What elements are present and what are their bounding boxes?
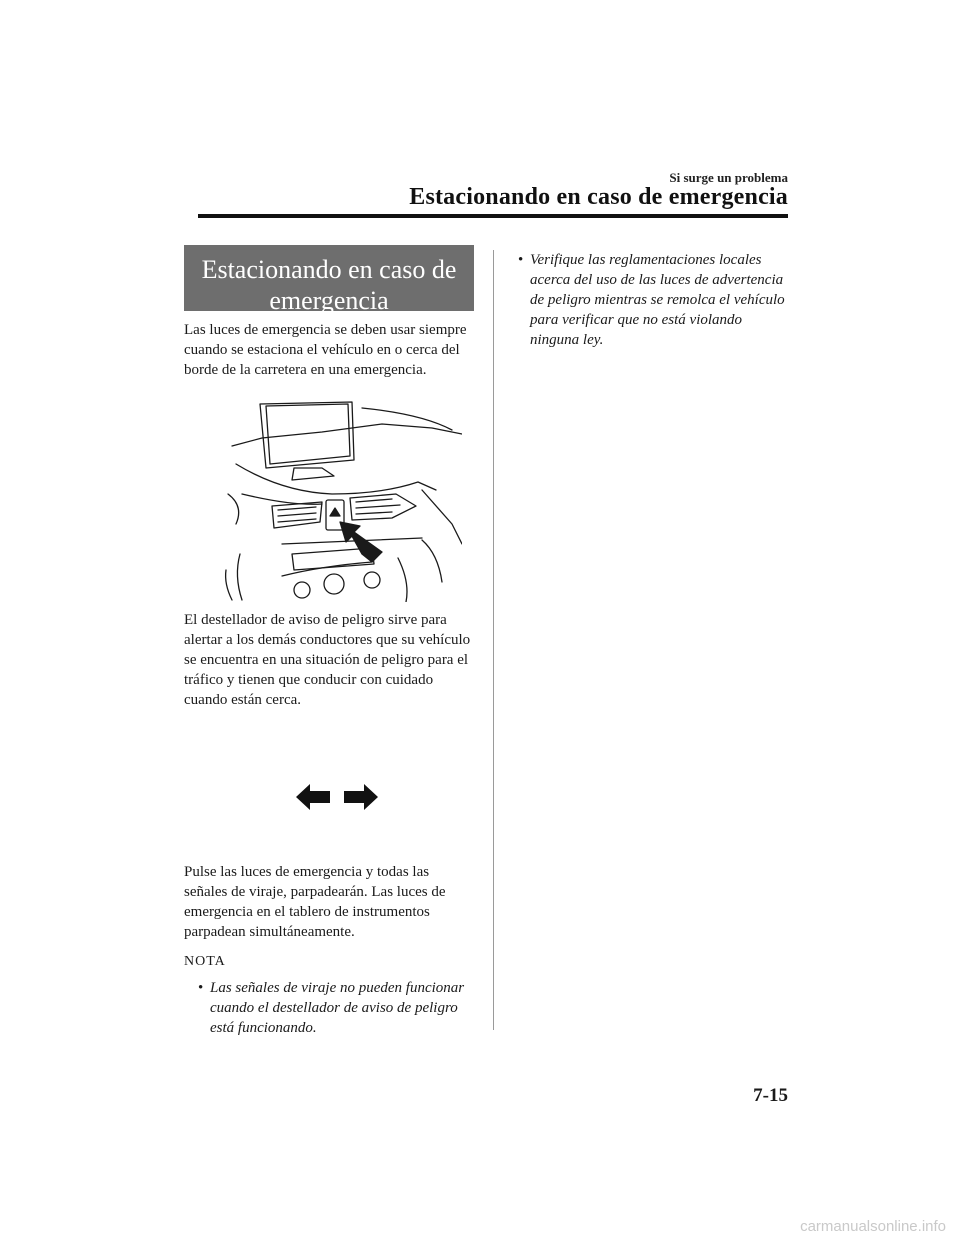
left-column [184,245,474,1038]
watermark-link[interactable]: carmanualsonline.info [800,1218,946,1235]
section-title-box: Estacionando en caso de emergencia [184,245,474,311]
turn-signal-arrows-icon [296,782,378,812]
dashboard-hazard-switch-illustration [222,394,462,602]
page-number: 7-15 [753,1085,788,1106]
note-item [184,978,474,1038]
note-item [504,250,789,350]
paragraph-hazard-description: El destellador de aviso de peligro sirve para alertar a los demás conductores que su vehículo se encuentra en una situación de peligro para el tráfico y tienen que conducir con cuidado cuando están cerca. [184,612,471,708]
note-label: NOTA [184,954,226,969]
header-section-label: Si surge un problema [669,170,788,185]
bullet-dot: • [198,980,204,996]
note-item-text: Las señales de viraje no pueden funcionar cuando el destellador de aviso de peligro está funcionando. [210,980,465,1036]
header-title: Estacionando en caso de emergencia [409,184,788,210]
note-item-text: Verifique las reglamentaciones locales acerca del uso de las luces de advertencia de peligro mientras se remolca el vehículo para verificar que no está violando ninguna ley. [530,252,785,348]
paragraph-intro: Las luces de emergencia se deben usar siempre cuando se estaciona el vehículo en o cerca del borde de la carretera en una emergencia. [184,322,467,378]
bullet-dot: • [518,252,524,268]
header-rule [198,214,788,218]
paragraph-operation: Pulse las luces de emergencia y todas las señales de viraje, parpadearán. Las luces de emergencia en el tablero de instrumentos parpadean simultáneamente. [184,864,446,940]
column-divider [493,250,494,1030]
right-column [504,250,789,350]
